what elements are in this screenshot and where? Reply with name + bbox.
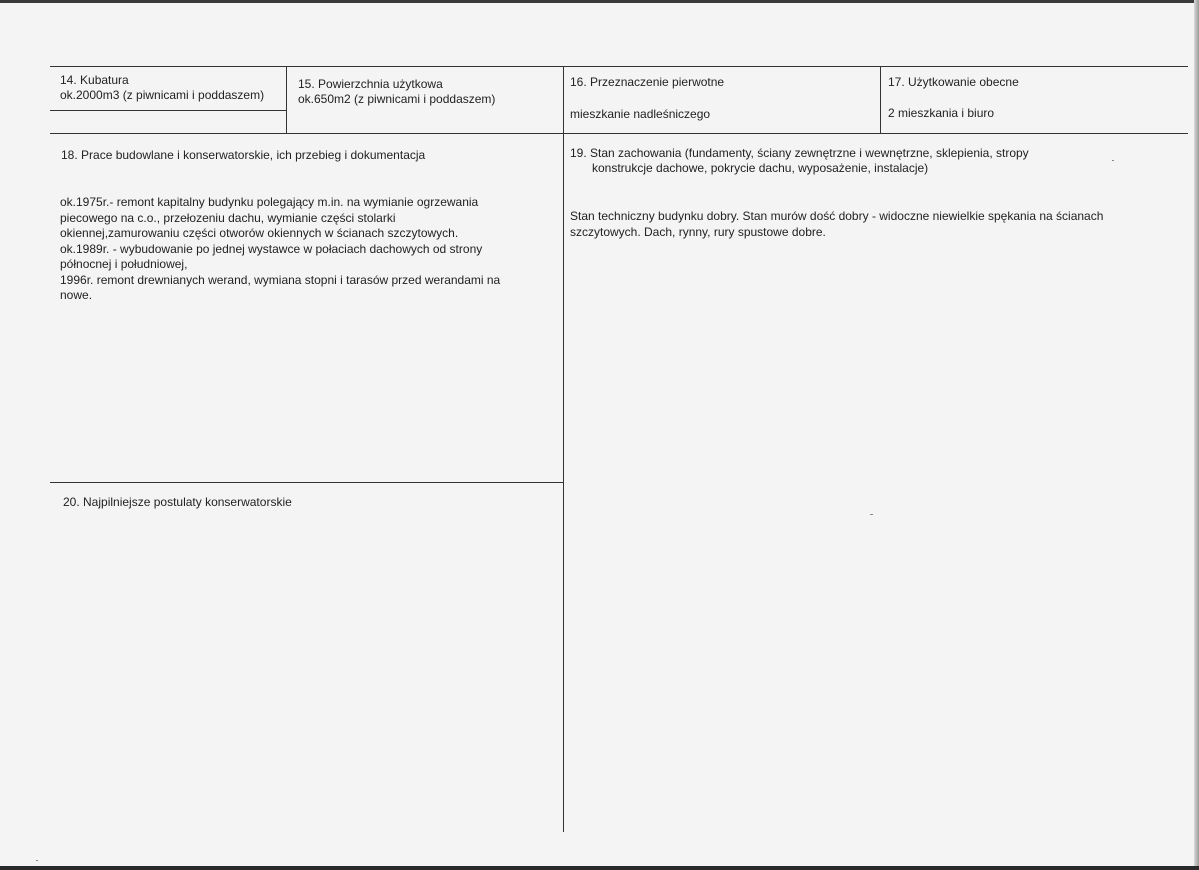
- kubatura-value: ok.2000m3 (z piwnicami i poddaszem): [60, 88, 265, 102]
- prace-line: ok.1989r. - wybudowanie po jednej wystawce w połaciach dachowych od strony: [60, 241, 483, 256]
- prace-label: 18. Prace budowlane i konserwatorskie, ich przebieg i dokumentacja: [61, 148, 426, 162]
- row-1-bottom-border: [50, 133, 1188, 134]
- prace-line: nowe.: [60, 288, 93, 302]
- prace-line: 1996r. remont drewnianych werand, wymiana stopni i tarasów przed werandami na: [60, 272, 501, 287]
- prace-line: północnej i południowej,: [60, 257, 188, 271]
- uzytkowanie-label: 17. Użytkowanie obecne: [888, 75, 1019, 89]
- scan-right-edge: [1194, 0, 1199, 870]
- scan-speck: [1112, 160, 1114, 161]
- kubatura-label: 14. Kubatura: [60, 73, 129, 87]
- stan-line: Stan techniczny budynku dobry. Stan murów dość dobry - widoczne niewielkie spękania na ścianach: [570, 209, 1104, 223]
- przeznaczenie-label: 16. Przeznaczenie pierwotne: [570, 75, 725, 89]
- table-top-border: [50, 66, 1188, 67]
- scan-top-edge: [0, 0, 1199, 3]
- cell-14-right-border: [286, 66, 287, 133]
- cell-18-bottom-border: [50, 482, 564, 483]
- scan-bottom-edge: [0, 866, 1199, 870]
- postulaty-label: 20. Najpilniejsze postulaty konserwatorskie: [63, 495, 292, 509]
- powierzchnia-value: ok.650m2 (z piwnicami i poddaszem): [298, 92, 496, 106]
- stan-line: szczytowych. Dach, rynny, rury spustowe dobre.: [570, 224, 826, 239]
- uzytkowanie-value: 2 mieszkania i biuro: [888, 106, 995, 120]
- stan-label-line-1: 19. Stan zachowania (fundamenty, ściany zewnętrzne i wewnętrzne, sklepienia, stropy: [570, 146, 1029, 160]
- prace-text: [60, 195, 500, 304]
- stan-text: [570, 209, 1103, 240]
- scan-speck: [36, 860, 38, 861]
- prace-line: ok.1975r.- remont kapitalny budynku polegający m.in. na wymianie ogrzewania: [60, 195, 479, 209]
- scan-speck: [870, 514, 873, 515]
- przeznaczenie-value: mieszkanie nadleśniczego: [570, 107, 711, 121]
- center-divider: [563, 66, 564, 832]
- powierzchnia-label: 15. Powierzchnia użytkowa: [298, 77, 443, 91]
- cell-16-right-border: [880, 66, 881, 133]
- stan-label-line-2: konstrukcje dachowe, pokrycie dachu, wyposażenie, instalacje): [592, 161, 929, 175]
- prace-line: piecowego na c.o., przełozeniu dachu, wymianie części stolarki: [60, 210, 396, 225]
- prace-line: okiennej,zamurowaniu części otworów okiennych w ścianach szczytowych.: [60, 226, 459, 240]
- cell-14-bottom-border: [50, 110, 286, 111]
